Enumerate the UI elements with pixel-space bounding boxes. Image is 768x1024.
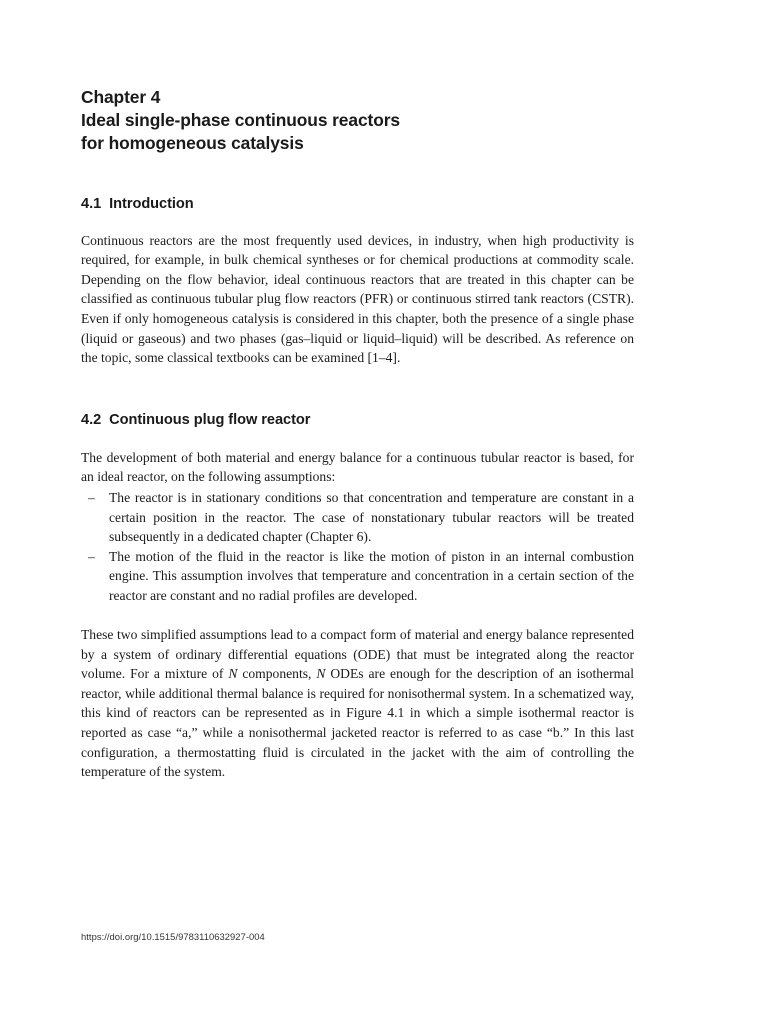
list-item-text: The reactor is in stationary conditions so that concentration and temperature are constant in a certain position in the reactor. The case of nonstationary tubular reactors will be treated subsequently in a dedicated chapter (Chapter 6). (109, 489, 634, 545)
list-bullet-dash: – (88, 489, 95, 505)
page-content (81, 86, 634, 782)
doi-footer[interactable]: https://doi.org/10.1515/9783110632927-004 (81, 931, 265, 942)
introduction-paragraph: Continuous reactors are the most frequently used devices, in industry, when high productivity is required, for example, in bulk chemical syntheses or for chemical productions at commodity scale. Depending on the flow behavior, ideal continuous reactors that are treated in this chapter can be classified as continuous tubular plug flow reactors (PFR) or continuous stirred tank reactors (CSTR). Even if only homogeneous catalysis is considered in this chapter, both the presence of a single phase (liquid or gaseous) and two phases (gas–liquid or liquid–liquid) will be described. As reference on the topic, some classical textbooks can be examined [1–4]. (81, 232, 634, 366)
chapter-title-line-1: Ideal single-phase continuous reactors (81, 110, 400, 131)
closing-paragraph-part-1: These two simplified assumptions lead to a compact form of material and energy balance represented by a system of ordinary differential equations (ODE) that must be integrated along the reactor volume. For a mixture of (81, 627, 634, 682)
assumptions-list (81, 488, 634, 606)
closing-paragraph (81, 625, 634, 782)
section-heading-4-2: 4.2 Continuous plug flow reactor (81, 411, 311, 428)
variable-n-second: N (316, 666, 326, 682)
list-item (81, 547, 634, 606)
closing-paragraph-part-2: components, (237, 666, 317, 682)
list-item-text: The motion of the fluid in the reactor is like the motion of piston in an internal combustion engine. This assumption involves that temperature and concentration in a certain section of the reactor are constant and no radial profiles are developed. (109, 548, 634, 603)
plug-flow-intro-paragraph: The development of both material and energy balance for a continuous tubular reactor is based, for an ideal reactor, on the following assumptions: (81, 449, 634, 485)
closing-paragraph-part-3: ODEs are enough for the description of an isothermal reactor, while additional thermal balance is required for nonisothermal system. In a schematized way, this kind of reactors can be represented as in Figure 4.1 in which a simple isothermal reactor is reported as case “a,” while a nonisothermal jacketed reactor is referred to as case “b.” In this last configuration, a thermostatting fluid is circulated in the jacket with the aim of controlling the temperature of the system. (81, 666, 634, 780)
chapter-title-block (81, 86, 634, 156)
list-bullet-dash: – (88, 548, 95, 564)
chapter-title-line-2: for homogeneous catalysis (81, 133, 304, 154)
list-item (81, 488, 634, 547)
section-heading-4-1: 4.1 Introduction (81, 195, 194, 212)
chapter-number: Chapter 4 (81, 87, 161, 107)
variable-n-first: N (228, 666, 238, 682)
